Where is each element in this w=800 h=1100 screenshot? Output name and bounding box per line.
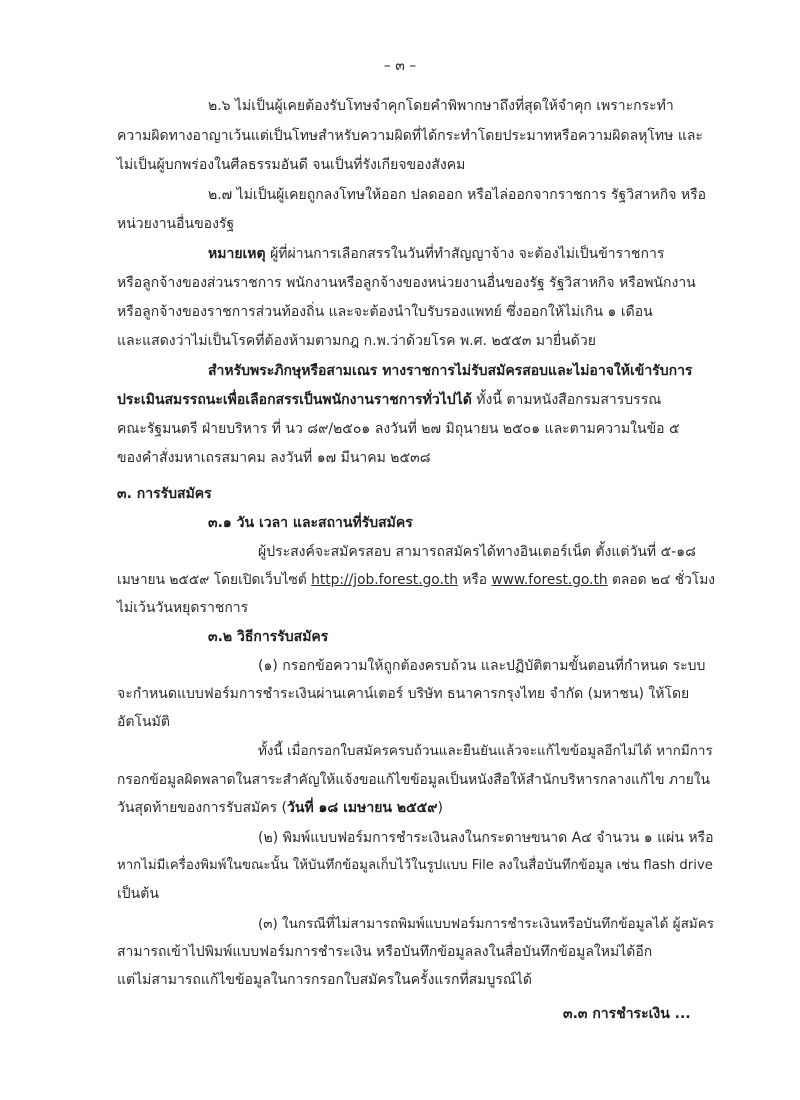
section-3-1-line-2-b: หรือ bbox=[457, 572, 492, 588]
page-number: – ๓ – bbox=[383, 58, 417, 74]
section-3-1-line-1: ผู้ประสงค์จะสมัครสอบ สามารถสมัครได้ทางอินเตอร์เน็ต ตั้งแต่วันที่ ๕-๑๘ bbox=[258, 544, 696, 560]
monk-line-4: ของคำสั่งมหาเถรสมาคม ลงวันที่ ๑๗ มีนาคม ๒๕๓๘ bbox=[117, 450, 431, 466]
note-line-1 bbox=[208, 244, 664, 264]
deadline-prefix: วันสุดท้ายของการรับสมัคร ( bbox=[117, 800, 288, 816]
section-3-2-p3-line-1: (๒) พิมพ์แบบฟอร์มการชำระเงินลงในกระดาษขนาด A๔ จำนวน ๑ แผ่น หรือ bbox=[258, 830, 714, 846]
section-2-6-line-2: ความผิดทางอาญาเว้นแต่เป็นโทษสำหรับความผิดที่ได้กระทำโดยประมาทหรือความผิดลหุโทษ และ bbox=[117, 128, 703, 144]
section-3-2-p1-line-3: อัตโนมัติ bbox=[117, 714, 170, 730]
section-3-2-title: ๓.๒ วิธีการรับสมัคร bbox=[208, 629, 329, 645]
section-3-2-p3-line-3: เป็นต้น bbox=[117, 886, 159, 902]
note-label: หมายเหตุ bbox=[208, 246, 266, 262]
note-line-3: หรือลูกจ้างของราชการส่วนท้องถิ่น และจะต้องนำใบรับรองแพทย์ ซึ่งออกให้ไม่เกิน ๑ เดือน bbox=[117, 304, 653, 320]
section-3-title: ๓. การรับสมัคร bbox=[117, 486, 212, 502]
note-line-1-text: ผู้ที่ผ่านการเลือกสรรในวันที่ทำสัญญาจ้าง จะต้องไม่เป็นข้าราชการ bbox=[265, 246, 665, 262]
section-3-2-p2-line-2: กรอกข้อมูลผิดพลาดในสาระสำคัญให้แจ้งขอแก้ไขข้อมูลเป็นหนังสือให้สำนักบริหารกลางแก้ไข ภายใน bbox=[117, 772, 710, 788]
section-2-7-line-1: ๒.๗ ไม่เป็นผู้เคยถูกลงโทษให้ออก ปลดออก หรือไล่ออกจากราชการ รัฐวิสาหกิจ หรือ bbox=[208, 187, 707, 203]
section-3-1-title: ๓.๑ วัน เวลา และสถานที่รับสมัคร bbox=[208, 515, 413, 531]
section-3-1-line-2 bbox=[117, 570, 715, 590]
monk-line-1: สำหรับพระภิกษุหรือสามเณร ทางราชการไม่รับสมัครสอบและไม่อาจให้เข้ารับการ bbox=[208, 363, 693, 379]
note-line-4: และแสดงว่าไม่เป็นโรคที่ต้องห้ามตามกฎ ก.พ.ว่าด้วยโรค พ.ศ. ๒๕๕๓ มายื่นด้วย bbox=[117, 333, 596, 349]
monk-line-2-bold: ประเมินสมรรถนะเพื่อเลือกสรรเป็นพนักงานราชการทั่วไปได้ bbox=[117, 392, 472, 408]
section-3-2-p4-line-2: สามารถเข้าไปพิมพ์แบบฟอร์มการชำระเงิน หรือบันทึกข้อมูลลงในสื่อบันทึกข้อมูลใหม่ได้อีก bbox=[117, 944, 653, 960]
section-2-6-line-3: ไม่เป็นผู้บกพร่องในศีลธรรมอันดี จนเป็นที่รังเกียจของสังคม bbox=[117, 157, 466, 173]
section-3-1-line-3: ไม่เว้นวันหยุดราชการ bbox=[117, 600, 249, 616]
section-3-2-p2-line-3 bbox=[117, 798, 443, 818]
section-2-6-line-1: ๒.๖ ไม่เป็นผู้เคยต้องรับโทษจำคุกโดยคำพิพากษาถึงที่สุดให้จำคุก เพราะกระทำ bbox=[208, 98, 674, 114]
section-3-2-p1-line-1: (๑) กรอกข้อความให้ถูกต้องครบถ้วน และปฏิบัติตามขั้นตอนที่กำหนด ระบบ bbox=[258, 658, 706, 674]
section-2-7-line-2: หน่วยงานอื่นของรัฐ bbox=[117, 216, 235, 232]
section-3-2-p4-line-1: (๓) ในกรณีที่ไม่สามารถพิมพ์แบบฟอร์มการชำระเงินหรือบันทึกข้อมูลได้ ผู้สมัคร bbox=[258, 916, 714, 932]
section-3-1-line-2-c: ตลอด ๒๔ ชั่วโมง bbox=[607, 572, 715, 588]
section-3-2-p4-line-3: แต่ไม่สามารถแก้ไขข้อมูลในการกรอกใบสมัครในครั้งแรกที่สมบูรณ์ได้ bbox=[117, 972, 532, 988]
section-3-1-line-2-a: เมษายน ๒๕๕๙ โดยเปิดเว็บไซต์ bbox=[117, 572, 312, 588]
monk-line-2 bbox=[117, 390, 661, 410]
section-3-2-p1-line-2: จะกำหนดแบบฟอร์มการชำระเงินผ่านเคาน์เตอร์ บริษัท ธนาคารกรุงไทย จำกัด (มหาชน) ให้โดย bbox=[117, 686, 690, 702]
note-line-2: หรือลูกจ้างของส่วนราชการ พนักงานหรือลูกจ้างของหน่วยงานอื่นของรัฐ รัฐวิสาหกิจ หรือพนักงาน bbox=[117, 275, 696, 291]
deadline-suffix: ) bbox=[437, 800, 444, 816]
section-3-2-p3-line-2: หากไม่มีเครื่องพิมพ์ในขณะนั้น ให้บันทึกข้อมูลเก็บไว้ในรูปแบบ File ลงในสื่อบันทึกข้อมูล เช่น flash drive bbox=[117, 858, 713, 873]
monk-line-2-rest: ทั้งนี้ ตามหนังสือกรมสารบรรณ bbox=[471, 392, 662, 408]
section-3-2-p2-line-1: ทั้งนี้ เมื่อกรอกใบสมัครครบถ้วนและยืนยันแล้วจะแก้ไขข้อมูลอีกไม่ได้ หากมีการ bbox=[258, 743, 713, 759]
monk-line-3: คณะรัฐมนตรี ฝ่ายบริหาร ที่ นว ๘๙/๒๕๐๑ ลงวันที่ ๒๗ มิถุนายน ๒๕๐๑ และตามความในข้อ ๕ bbox=[117, 421, 680, 437]
continuation-marker: ๓.๓ การชำระเงิน ... bbox=[563, 1006, 691, 1022]
job-forest-link[interactable]: http://job.forest.go.th bbox=[311, 572, 458, 588]
forest-website-link[interactable]: www.forest.go.th bbox=[491, 572, 608, 588]
deadline-date: วันที่ ๑๘ เมษายน ๒๕๕๙ bbox=[287, 800, 438, 816]
